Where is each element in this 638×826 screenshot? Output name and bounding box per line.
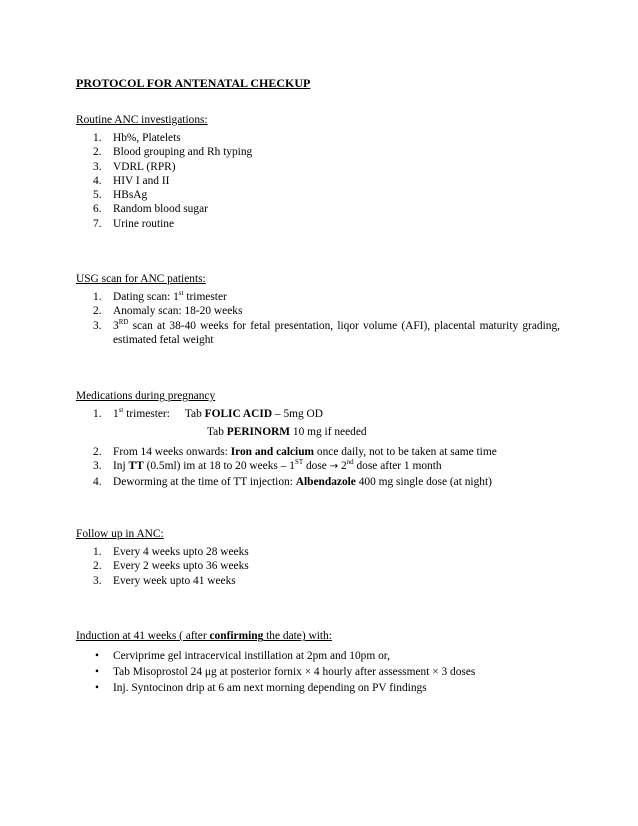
routine-list [93,131,252,231]
followup-list [93,545,249,588]
list-item: 4. HIV I and II [93,174,170,187]
usg-heading: USG scan for ANC patients: [76,273,206,285]
list-item: 2. Blood grouping and Rh typing [93,146,253,159]
list-item: 2. Anomaly scan: 18-20 weeks [93,305,243,318]
arrow-right-icon: → [329,461,339,473]
page-title: PROTOCOL FOR ANTENATAL CHECKUP [76,76,311,90]
usg-list [93,290,560,347]
list-item: 1. Dating scan: 1st trimester [93,289,227,303]
list-item: 1. 1st trimester: Tab FOLIC ACID – 5mg OD [93,406,323,420]
followup-heading: Follow up in ANC: [76,528,164,540]
routine-heading: Routine ANC investigations: [76,114,208,126]
list-item: 2. From 14 weeks onwards: Iron and calcium once daily, not to be taken at same time [93,446,497,458]
medications-heading: Medications during pregnancy [76,390,216,402]
list-item: 3. VDRL (RPR) [93,160,176,173]
list-item: 3. 3RD scan at 38-40 weeks for fetal presentation, liqor volume (AFI), placental maturity grading, estimated fetal weight [93,317,560,346]
list-item: Tab PERINORM 10 mg if needed [207,426,367,438]
list-item: 6. Random blood sugar [93,203,208,216]
induction-list [93,648,475,696]
list-item: 2. Every 2 weeks upto 36 weeks [93,560,249,573]
list-item: • Inj. Syntocinon drip at 6 am next morning depending on PV findings [95,682,427,694]
list-item: 7. Urine routine [93,217,175,230]
list-item: • Tab Misoprostol 24 μg at posterior fornix × 4 hourly after assessment × 3 doses [95,666,476,678]
list-item: 3. Inj TT (0.5ml) im at 18 to 20 weeks – 1ST dose → 2nd dose after 1 month [93,458,442,473]
list-item: 5. HBsAg [93,189,148,202]
medications-list [93,407,497,489]
list-item: 3. Every week upto 41 weeks [93,574,236,587]
list-item: 1. Every 4 weeks upto 28 weeks [93,546,249,558]
induction-heading: Induction at 41 weeks ( after confirming the date) with: [76,630,332,642]
bullet-icon: • [95,666,99,678]
bullet-icon: • [95,650,99,662]
bullet-icon: • [95,682,99,694]
list-item: • Cerviprime gel intracervical instillation at 2pm and 10pm or, [95,650,390,662]
list-item: 4. Deworming at the time of TT injection: Albendazole 400 mg single dose (at night) [93,475,492,488]
list-item: 1. Hb%, Platelets [93,132,181,144]
